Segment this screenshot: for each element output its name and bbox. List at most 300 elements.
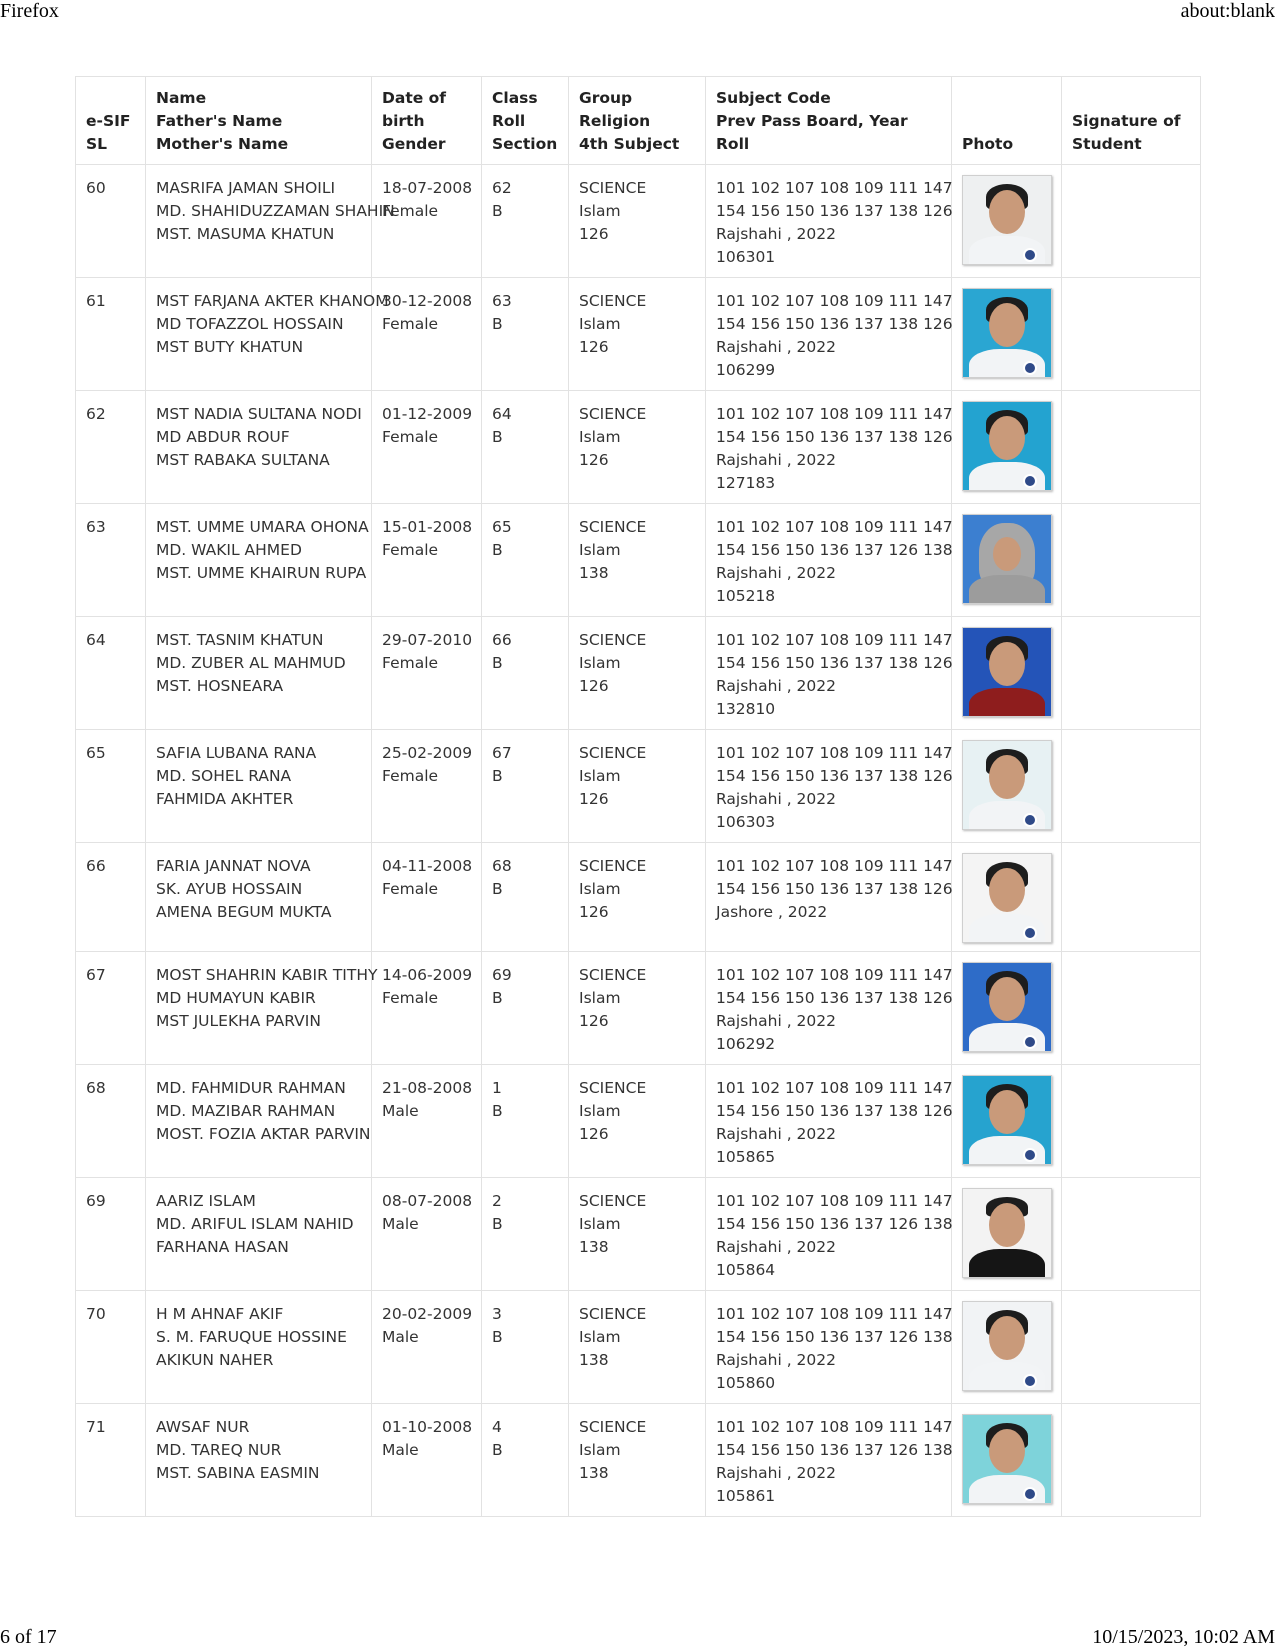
fourth-subject: 126 xyxy=(579,451,609,469)
school-badge-icon xyxy=(1023,361,1037,375)
date-of-birth: 29-07-2010 xyxy=(382,631,473,649)
date-of-birth: 01-12-2009 xyxy=(382,405,473,423)
section: B xyxy=(492,767,503,785)
sl-cell xyxy=(76,617,146,730)
fourth-subject: 126 xyxy=(579,903,609,921)
dob-cell xyxy=(372,730,482,843)
class-roll: 1 xyxy=(492,1079,502,1097)
browser-app-label: Firefox xyxy=(0,0,59,22)
header-group xyxy=(569,77,706,165)
subject-cell xyxy=(706,1404,952,1517)
fourth-subject: 126 xyxy=(579,790,609,808)
signature-cell xyxy=(1062,730,1201,843)
section: B xyxy=(492,654,503,672)
header-signature xyxy=(1062,77,1201,165)
sl-cell xyxy=(76,1404,146,1517)
name-cell xyxy=(146,843,372,952)
student-name: FARIA JANNAT NOVA xyxy=(156,857,311,875)
group: SCIENCE xyxy=(579,1418,647,1436)
header-class xyxy=(482,77,569,165)
subject-cell xyxy=(706,165,952,278)
gender: Male xyxy=(382,1441,419,1459)
header-group-line2: Religion xyxy=(579,112,651,130)
dob-cell xyxy=(372,1065,482,1178)
prev-roll: 105860 xyxy=(716,1374,776,1392)
date-of-birth: 18-07-2008 xyxy=(382,179,473,197)
subject-codes-line1: 101 102 107 108 109 111 147 xyxy=(716,518,953,536)
class-roll: 64 xyxy=(492,405,512,423)
table-body xyxy=(76,165,1201,1517)
gender: Female xyxy=(382,767,439,785)
mother-name: AMENA BEGUM MUKTA xyxy=(156,903,332,921)
father-name: MD TOFAZZOL HOSSAIN xyxy=(156,315,344,333)
prev-board-year: Rajshahi , 2022 xyxy=(716,1464,836,1482)
name-cell xyxy=(146,1291,372,1404)
father-name: MD. TAREQ NUR xyxy=(156,1441,282,1459)
photo-body xyxy=(969,575,1045,604)
signature-cell xyxy=(1062,278,1201,391)
school-badge-icon xyxy=(1023,248,1037,262)
fourth-subject: 126 xyxy=(579,1125,609,1143)
student-name: AARIZ ISLAM xyxy=(156,1192,256,1210)
father-name: MD HUMAYUN KABIR xyxy=(156,989,316,1007)
prev-roll: 105218 xyxy=(716,587,776,605)
photo-cell xyxy=(952,843,1062,952)
subject-codes-line2: 154 156 150 136 137 138 126 xyxy=(716,880,953,898)
table-row xyxy=(76,1291,1201,1404)
father-name: MD. MAZIBAR RAHMAN xyxy=(156,1102,336,1120)
student-photo xyxy=(962,740,1052,830)
name-cell xyxy=(146,952,378,1065)
prev-roll: 132810 xyxy=(716,700,776,718)
signature-cell xyxy=(1062,165,1201,278)
signature-cell xyxy=(1062,843,1201,952)
dob-cell xyxy=(372,617,482,730)
dob-cell xyxy=(372,1291,482,1404)
student-roster-table xyxy=(75,76,1201,1517)
class-cell xyxy=(482,391,569,504)
header-name-line3: Mother's Name xyxy=(156,135,289,153)
mother-name: FAHMIDA AKHTER xyxy=(156,790,294,808)
religion: Islam xyxy=(579,1102,621,1120)
group: SCIENCE xyxy=(579,966,647,984)
section: B xyxy=(492,880,503,898)
group: SCIENCE xyxy=(579,1305,647,1323)
subject-codes-line2: 154 156 150 136 137 126 138 xyxy=(716,1215,953,1233)
subject-codes-line2: 154 156 150 136 137 138 126 xyxy=(716,315,953,333)
class-cell xyxy=(482,504,569,617)
section: B xyxy=(492,989,503,1007)
photo-cell xyxy=(952,1404,1062,1517)
header-sl-line2: SL xyxy=(86,135,108,153)
signature-cell xyxy=(1062,1291,1201,1404)
religion: Islam xyxy=(579,315,621,333)
group-cell xyxy=(569,278,706,391)
photo-cell xyxy=(952,1291,1062,1404)
student-photo xyxy=(962,1188,1052,1278)
subject-cell xyxy=(706,391,952,504)
subject-codes-line2: 154 156 150 136 137 138 126 xyxy=(716,202,953,220)
table-row xyxy=(76,1065,1201,1178)
date-of-birth: 15-01-2008 xyxy=(382,518,473,536)
student-photo xyxy=(962,962,1052,1052)
section: B xyxy=(492,428,503,446)
dob-cell xyxy=(372,165,482,278)
section: B xyxy=(492,1441,503,1459)
dob-cell xyxy=(372,278,482,391)
subject-codes-line2: 154 156 150 136 137 138 126 xyxy=(716,989,953,1007)
group: SCIENCE xyxy=(579,292,647,310)
name-cell xyxy=(146,504,372,617)
subject-cell xyxy=(706,730,952,843)
sl-cell xyxy=(76,1291,146,1404)
photo-cell xyxy=(952,278,1062,391)
fourth-subject: 138 xyxy=(579,1238,609,1256)
header-subject-line3: Roll xyxy=(716,135,750,153)
table-row xyxy=(76,1404,1201,1517)
subject-cell xyxy=(706,504,952,617)
photo-face xyxy=(989,1316,1025,1360)
student-name: MST. TASNIM KHATUN xyxy=(156,631,324,649)
dob-cell xyxy=(372,391,482,504)
serial-number: 60 xyxy=(86,179,106,197)
serial-number: 61 xyxy=(86,292,106,310)
student-photo xyxy=(962,627,1052,717)
header-dob-line2: birth xyxy=(382,112,425,130)
student-photo xyxy=(962,1414,1052,1504)
school-badge-icon xyxy=(1023,1374,1037,1388)
class-cell xyxy=(482,1404,569,1517)
student-photo xyxy=(962,288,1052,378)
photo-cell xyxy=(952,165,1062,278)
group-cell xyxy=(569,1404,706,1517)
class-roll: 3 xyxy=(492,1305,502,1323)
group: SCIENCE xyxy=(579,744,647,762)
prev-board-year: Rajshahi , 2022 xyxy=(716,1012,836,1030)
class-cell xyxy=(482,730,569,843)
subject-cell xyxy=(706,952,952,1065)
header-group-line1: Group xyxy=(579,89,633,107)
religion: Islam xyxy=(579,767,621,785)
subject-codes-line1: 101 102 107 108 109 111 147 xyxy=(716,744,953,762)
header-signature-line1: Signature of xyxy=(1072,112,1181,130)
gender: Female xyxy=(382,880,439,898)
class-roll: 66 xyxy=(492,631,512,649)
section: B xyxy=(492,1328,503,1346)
subject-codes-line2: 154 156 150 136 137 126 138 xyxy=(716,541,953,559)
gender: Female xyxy=(382,541,439,559)
dob-cell xyxy=(372,952,482,1065)
name-cell xyxy=(146,165,395,278)
photo-face xyxy=(989,1429,1025,1473)
religion: Islam xyxy=(579,541,621,559)
photo-face xyxy=(989,190,1025,234)
student-name: MST NADIA SULTANA NODI xyxy=(156,405,362,423)
religion: Islam xyxy=(579,202,621,220)
subject-codes-line2: 154 156 150 136 137 126 138 xyxy=(716,1441,953,1459)
group: SCIENCE xyxy=(579,405,647,423)
signature-cell xyxy=(1062,1065,1201,1178)
father-name: MD. SOHEL RANA xyxy=(156,767,292,785)
serial-number: 66 xyxy=(86,857,106,875)
fourth-subject: 138 xyxy=(579,1464,609,1482)
student-name: MST. UMME UMARA OHONA xyxy=(156,518,369,536)
group-cell xyxy=(569,952,706,1065)
fourth-subject: 138 xyxy=(579,1351,609,1369)
mother-name: FARHANA HASAN xyxy=(156,1238,289,1256)
religion: Islam xyxy=(579,880,621,898)
school-badge-icon xyxy=(1023,474,1037,488)
table-header-row xyxy=(76,77,1201,165)
group-cell xyxy=(569,843,706,952)
header-subject-line1: Subject Code xyxy=(716,89,831,107)
sl-cell xyxy=(76,391,146,504)
subject-codes-line1: 101 102 107 108 109 111 147 xyxy=(716,1305,953,1323)
serial-number: 62 xyxy=(86,405,106,423)
subject-cell xyxy=(706,1291,952,1404)
prev-board-year: Rajshahi , 2022 xyxy=(716,1351,836,1369)
mother-name: MST. UMME KHAIRUN RUPA xyxy=(156,564,367,582)
sl-cell xyxy=(76,843,146,952)
class-cell xyxy=(482,843,569,952)
serial-number: 69 xyxy=(86,1192,106,1210)
page-url: about:blank xyxy=(1180,0,1275,22)
subject-cell xyxy=(706,843,952,952)
photo-cell xyxy=(952,391,1062,504)
name-cell xyxy=(146,391,372,504)
photo-face xyxy=(989,1090,1025,1134)
class-roll: 4 xyxy=(492,1418,502,1436)
table-row xyxy=(76,730,1201,843)
table-row xyxy=(76,165,1201,278)
photo-cell xyxy=(952,504,1062,617)
subject-codes-line1: 101 102 107 108 109 111 147 xyxy=(716,1079,953,1097)
class-roll: 63 xyxy=(492,292,512,310)
signature-cell xyxy=(1062,1404,1201,1517)
name-cell xyxy=(146,730,372,843)
class-cell xyxy=(482,1065,569,1178)
group: SCIENCE xyxy=(579,1079,647,1097)
subject-cell xyxy=(706,278,952,391)
mother-name: MST. HOSNEARA xyxy=(156,677,284,695)
fourth-subject: 138 xyxy=(579,564,609,582)
prev-roll: 127183 xyxy=(716,474,776,492)
class-cell xyxy=(482,1291,569,1404)
prev-roll: 106299 xyxy=(716,361,776,379)
date-of-birth: 08-07-2008 xyxy=(382,1192,473,1210)
serial-number: 68 xyxy=(86,1079,106,1097)
prev-board-year: Rajshahi , 2022 xyxy=(716,451,836,469)
page-number: 6 of 17 xyxy=(0,1626,57,1648)
prev-roll: 105861 xyxy=(716,1487,776,1505)
school-badge-icon xyxy=(1023,1035,1037,1049)
student-name: AWSAF NUR xyxy=(156,1418,250,1436)
group-cell xyxy=(569,730,706,843)
mother-name: AKIKUN NAHER xyxy=(156,1351,274,1369)
date-of-birth: 30-12-2008 xyxy=(382,292,473,310)
group: SCIENCE xyxy=(579,518,647,536)
sl-cell xyxy=(76,1065,146,1178)
photo-cell xyxy=(952,952,1062,1065)
subject-cell xyxy=(706,617,952,730)
group: SCIENCE xyxy=(579,631,647,649)
subject-codes-line2: 154 156 150 136 137 138 126 xyxy=(716,428,953,446)
header-subject xyxy=(706,77,952,165)
sl-cell xyxy=(76,730,146,843)
name-cell xyxy=(146,1065,372,1178)
table-row xyxy=(76,843,1201,952)
header-name-line1: Name xyxy=(156,89,207,107)
serial-number: 64 xyxy=(86,631,106,649)
student-photo xyxy=(962,1301,1052,1391)
date-of-birth: 01-10-2008 xyxy=(382,1418,473,1436)
section: B xyxy=(492,1102,503,1120)
father-name: MD. ARIFUL ISLAM NAHID xyxy=(156,1215,354,1233)
father-name: MD. SHAHIDUZZAMAN SHAHIN xyxy=(156,202,395,220)
gender: Female xyxy=(382,654,439,672)
school-badge-icon xyxy=(1023,926,1037,940)
subject-codes-line1: 101 102 107 108 109 111 147 xyxy=(716,179,953,197)
photo-face xyxy=(989,1203,1025,1247)
gender: Male xyxy=(382,1215,419,1233)
subject-codes-line1: 101 102 107 108 109 111 147 xyxy=(716,966,953,984)
header-dob-line3: Gender xyxy=(382,135,446,153)
header-name-line2: Father's Name xyxy=(156,112,283,130)
school-badge-icon xyxy=(1023,1148,1037,1162)
header-subject-line2: Prev Pass Board, Year xyxy=(716,112,908,130)
group-cell xyxy=(569,617,706,730)
mother-name: MST JULEKHA PARVIN xyxy=(156,1012,321,1030)
class-roll: 62 xyxy=(492,179,512,197)
group: SCIENCE xyxy=(579,857,647,875)
serial-number: 65 xyxy=(86,744,106,762)
group: SCIENCE xyxy=(579,1192,647,1210)
subject-codes-line2: 154 156 150 136 137 138 126 xyxy=(716,654,953,672)
fourth-subject: 126 xyxy=(579,225,609,243)
serial-number: 67 xyxy=(86,966,106,984)
class-cell xyxy=(482,617,569,730)
prev-roll: 105865 xyxy=(716,1148,776,1166)
student-name: H M AHNAF AKIF xyxy=(156,1305,284,1323)
header-photo-label: Photo xyxy=(962,135,1014,153)
signature-cell xyxy=(1062,952,1201,1065)
print-timestamp: 10/15/2023, 10:02 AM xyxy=(1092,1626,1275,1648)
student-photo xyxy=(962,853,1052,943)
class-roll: 67 xyxy=(492,744,512,762)
father-name: MD ABDUR ROUF xyxy=(156,428,290,446)
sl-cell xyxy=(76,278,146,391)
prev-roll: 106292 xyxy=(716,1035,776,1053)
student-photo xyxy=(962,401,1052,491)
religion: Islam xyxy=(579,654,621,672)
photo-body xyxy=(969,1249,1045,1278)
serial-number: 70 xyxy=(86,1305,106,1323)
header-dob xyxy=(372,77,482,165)
class-roll: 69 xyxy=(492,966,512,984)
class-roll: 2 xyxy=(492,1192,502,1210)
gender: Male xyxy=(382,1102,419,1120)
group-cell xyxy=(569,1291,706,1404)
student-photo xyxy=(962,1075,1052,1165)
father-name: SK. AYUB HOSSAIN xyxy=(156,880,303,898)
prev-board-year: Rajshahi , 2022 xyxy=(716,564,836,582)
mother-name: MST RABAKA SULTANA xyxy=(156,451,330,469)
religion: Islam xyxy=(579,1328,621,1346)
class-roll: 68 xyxy=(492,857,512,875)
signature-cell xyxy=(1062,391,1201,504)
gender: Female xyxy=(382,315,439,333)
prev-board-year: Rajshahi , 2022 xyxy=(716,790,836,808)
subject-codes-line1: 101 102 107 108 109 111 147 xyxy=(716,631,953,649)
section: B xyxy=(492,315,503,333)
religion: Islam xyxy=(579,428,621,446)
student-photo xyxy=(962,175,1052,265)
header-signature-line2: Student xyxy=(1072,135,1142,153)
date-of-birth: 21-08-2008 xyxy=(382,1079,473,1097)
school-badge-icon xyxy=(1023,1487,1037,1501)
photo-face xyxy=(989,977,1025,1021)
photo-face xyxy=(989,416,1025,460)
name-cell xyxy=(146,617,372,730)
student-name: MST FARJANA AKTER KHANOM xyxy=(156,292,389,310)
group-cell xyxy=(569,391,706,504)
signature-cell xyxy=(1062,504,1201,617)
header-class-line1: Class xyxy=(492,89,538,107)
date-of-birth: 04-11-2008 xyxy=(382,857,473,875)
father-name: S. M. FARUQUE HOSSINE xyxy=(156,1328,347,1346)
subject-codes-line2: 154 156 150 136 137 126 138 xyxy=(716,1328,953,1346)
subject-cell xyxy=(706,1065,952,1178)
prev-roll: 106303 xyxy=(716,813,776,831)
prev-board-year: Rajshahi , 2022 xyxy=(716,1125,836,1143)
photo-cell xyxy=(952,617,1062,730)
father-name: MD. WAKIL AHMED xyxy=(156,541,302,559)
photo-body xyxy=(969,688,1045,717)
group-cell xyxy=(569,165,706,278)
header-dob-line1: Date of xyxy=(382,89,447,107)
sl-cell xyxy=(76,504,146,617)
subject-cell xyxy=(706,1178,952,1291)
student-name: MASRIFA JAMAN SHOILI xyxy=(156,179,336,197)
date-of-birth: 20-02-2009 xyxy=(382,1305,473,1323)
header-sl-line1: e-SIF xyxy=(86,112,131,130)
class-cell xyxy=(482,952,569,1065)
header-group-line3: 4th Subject xyxy=(579,135,680,153)
table-row xyxy=(76,504,1201,617)
table-row xyxy=(76,391,1201,504)
subject-codes-line1: 101 102 107 108 109 111 147 xyxy=(716,1192,953,1210)
sl-cell xyxy=(76,165,146,278)
subject-codes-line1: 101 102 107 108 109 111 147 xyxy=(716,405,953,423)
serial-number: 63 xyxy=(86,518,106,536)
group-cell xyxy=(569,1065,706,1178)
subject-codes-line2: 154 156 150 136 137 138 126 xyxy=(716,767,953,785)
prev-board-year: Rajshahi , 2022 xyxy=(716,225,836,243)
header-name xyxy=(146,77,372,165)
class-cell xyxy=(482,165,569,278)
photo-cell xyxy=(952,730,1062,843)
section: B xyxy=(492,202,503,220)
table-row xyxy=(76,1178,1201,1291)
section: B xyxy=(492,541,503,559)
prev-board-year: Rajshahi , 2022 xyxy=(716,677,836,695)
prev-board-year: Rajshahi , 2022 xyxy=(716,1238,836,1256)
student-name: MD. FAHMIDUR RAHMAN xyxy=(156,1079,346,1097)
subject-codes-line1: 101 102 107 108 109 111 147 xyxy=(716,292,953,310)
prev-board-year: Rajshahi , 2022 xyxy=(716,338,836,356)
photo-face xyxy=(989,868,1025,912)
header-sl xyxy=(76,77,146,165)
